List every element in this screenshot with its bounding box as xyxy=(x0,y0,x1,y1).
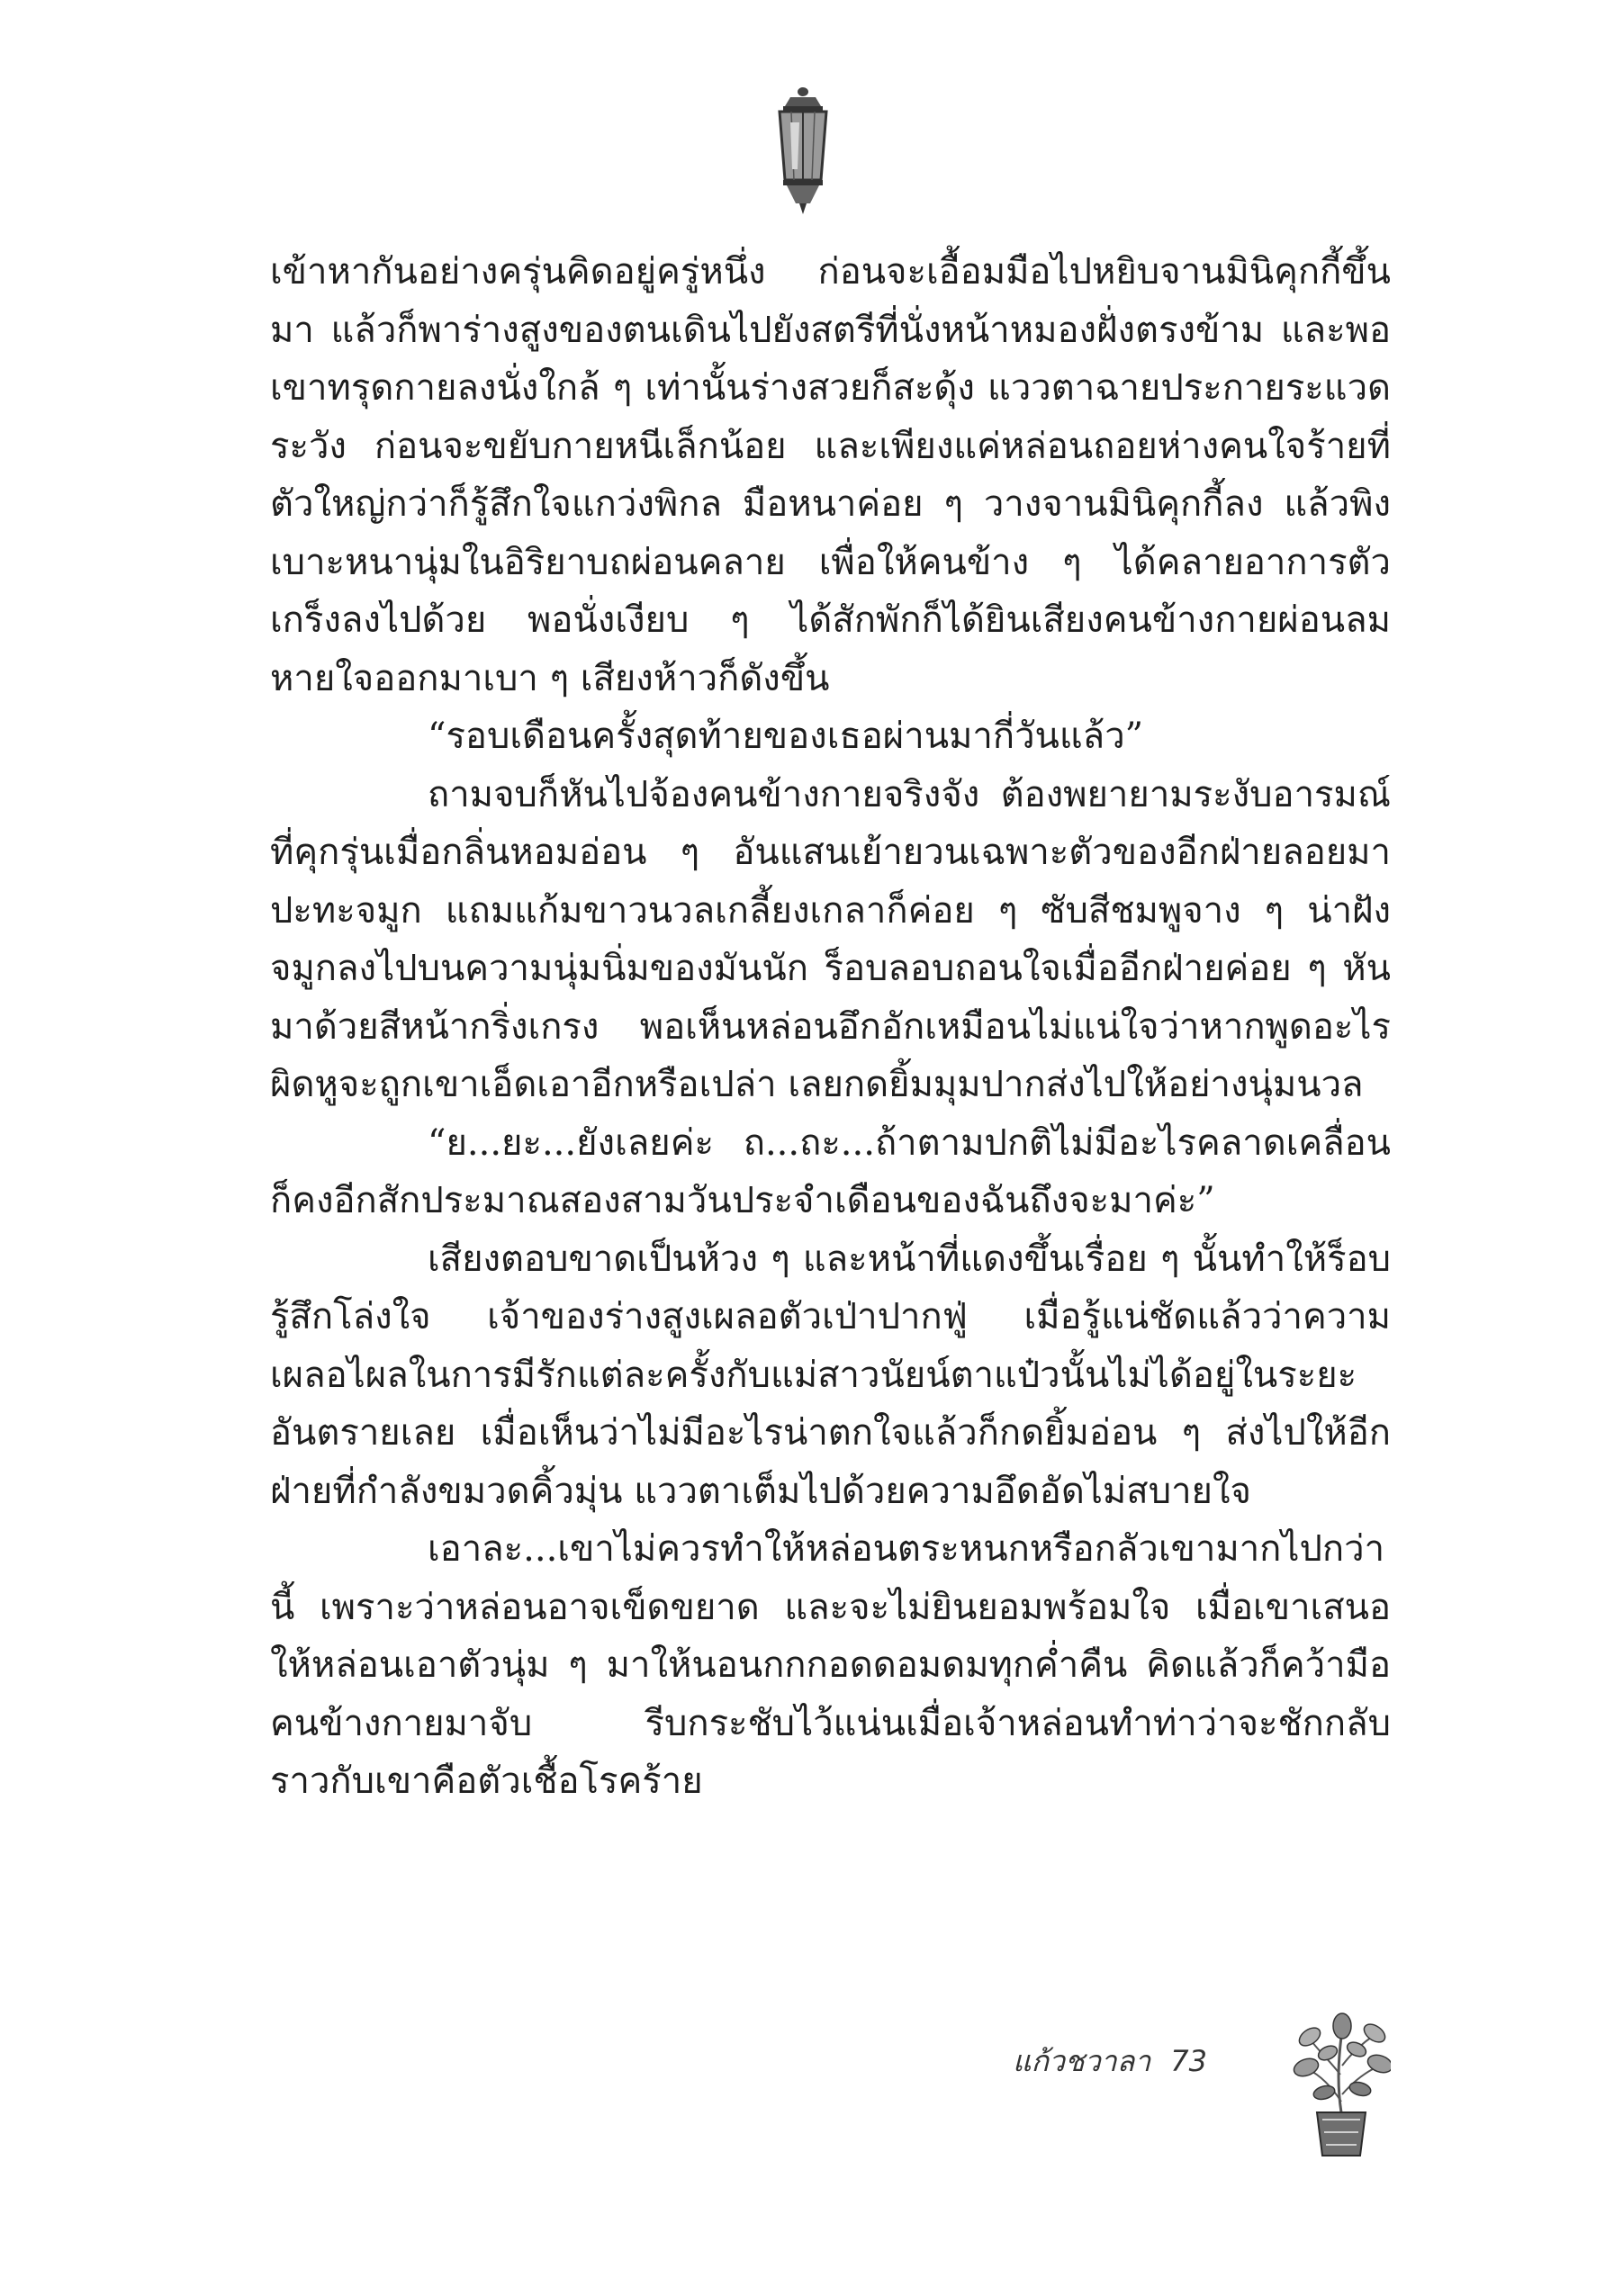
paragraph-2: “รอบเดือนครั้งสุดท้ายของเธอผ่านมากี่วันแล้ว” xyxy=(428,716,1144,757)
page-number: 73 xyxy=(1170,2044,1207,2078)
page-footer xyxy=(1013,2039,1207,2084)
body-text xyxy=(270,243,1391,1811)
paragraph-1: เข้าหากันอย่างครุ่นคิดอยู่ครู่หนึ่ง ก่อนจะเอื้อมมือไปหยิบจานมินิคุกกี้ขึ้นมา แล้วก็พาร่างสูงของตนเดินไปยังสตรีที่นั่งหน้าหมองฝั่งตรงข้าม และพอเขาทรุดกายลงนั่งใกล้ ๆ เท่านั้นร่างสวยก็สะดุ้ง แววตาฉายประกายระแวดระวัง ก่อนจะขยับกายหนีเล็กน้อย และเพียงแค่หล่อนถอยห่างคนใจร้ายที่ตัวใหญ่กว่าก็รู้สึกใจแกว่งพิกล มือหนาค่อย ๆ วางจานมินิคุกกี้ลง แล้วพิงเบาะหนานุ่มในอิริยาบถผ่อนคลาย เพื่อให้คนข้าง ๆ ได้คลายอาการตัวเกร็งลงไปด้วย พอนั่งเงียบ ๆ ได้สักพักก็ได้ยินเสียงคนข้างกายผ่อนลมหายใจออกมาเบา ๆ เสียงห้าวก็ดังขึ้น xyxy=(270,251,1391,699)
paragraph-5: เสียงตอบขาดเป็นห้วง ๆ และหน้าที่แดงขึ้นเรื่อย ๆ นั้นทำให้ร็อบรู้สึกโล่งใจ เจ้าของร่างสูงเผลอตัวเป่าปากฟู่ เมื่อรู้แน่ชัดแล้วว่าความเผลอไผลในการมีรักแต่ละครั้งกับแม่สาวนัยน์ตาแป๋วนั้นไม่ได้อยู่ในระยะอันตรายเลย เมื่อเห็นว่าไม่มีอะไรน่าตกใจแล้วก็กดยิ้มอ่อน ๆ ส่งไปให้อีกฝ่ายที่กำลังขมวดคิ้วมุ่น แววตาเต็มไปด้วยความอึดอัดไม่สบายใจ xyxy=(270,1238,1391,1512)
paragraph-6: เอาละ...เขาไม่ควรทำให้หล่อนตระหนกหรือกลัวเขามากไปกว่านี้ เพราะว่าหล่อนอาจเข็ดขยาด และจะไม่ยินยอมพร้อมใจ เมื่อเขาเสนอให้หล่อนเอาตัวนุ่ม ๆ มาให้นอนกกกอดดอมดมทุกค่ำคืน คิดแล้วก็คว้ามือคนข้างกายมาจับ รีบกระชับไว้แน่นเมื่อเจ้าหล่อนทำท่าว่าจะชักกลับราวกับเขาคือตัวเชื้อโรคร้าย xyxy=(270,1528,1391,1802)
paragraph-3: ถามจบก็หันไปจ้องคนข้างกายจริงจัง ต้องพยายามระงับอารมณ์ที่คุกรุ่นเมื่อกลิ่นหอมอ่อน ๆ อันแสนเย้ายวนเฉพาะตัวของอีกฝ่ายลอยมาปะทะจมูก แถมแก้มขาวนวลเกลี้ยงเกลาก็ค่อย ๆ ซับสีชมพูจาง ๆ น่าฝังจมูกลงไปบนความนุ่มนิ่มของมันนัก ร็อบลอบถอนใจเมื่ออีกฝ่ายค่อย ๆ หันมาด้วยสีหน้ากริ่งเกรง พอเห็นหล่อนอึกอักเหมือนไม่แน่ใจว่าหากพูดอะไรผิดหูจะถูกเขาเอ็ดเอาอีกหรือเปล่า เลยกดยิ้มมุมปากส่งไปให้อย่างนุ่มนวล xyxy=(270,773,1391,1105)
potted-plant-icon xyxy=(1292,2012,1391,2160)
book-title: แก้วชวาลา xyxy=(1013,2044,1151,2078)
lantern-icon xyxy=(763,86,843,214)
paragraph-4: “ย...ยะ...ยังเลยค่ะ ถ...ถะ...ถ้าตามปกติไม่มีอะไรคลาดเคลื่อนก็คงอีกสักประมาณสองสามวันประจำเดือนของฉันถึงจะมาค่ะ” xyxy=(270,1121,1391,1221)
